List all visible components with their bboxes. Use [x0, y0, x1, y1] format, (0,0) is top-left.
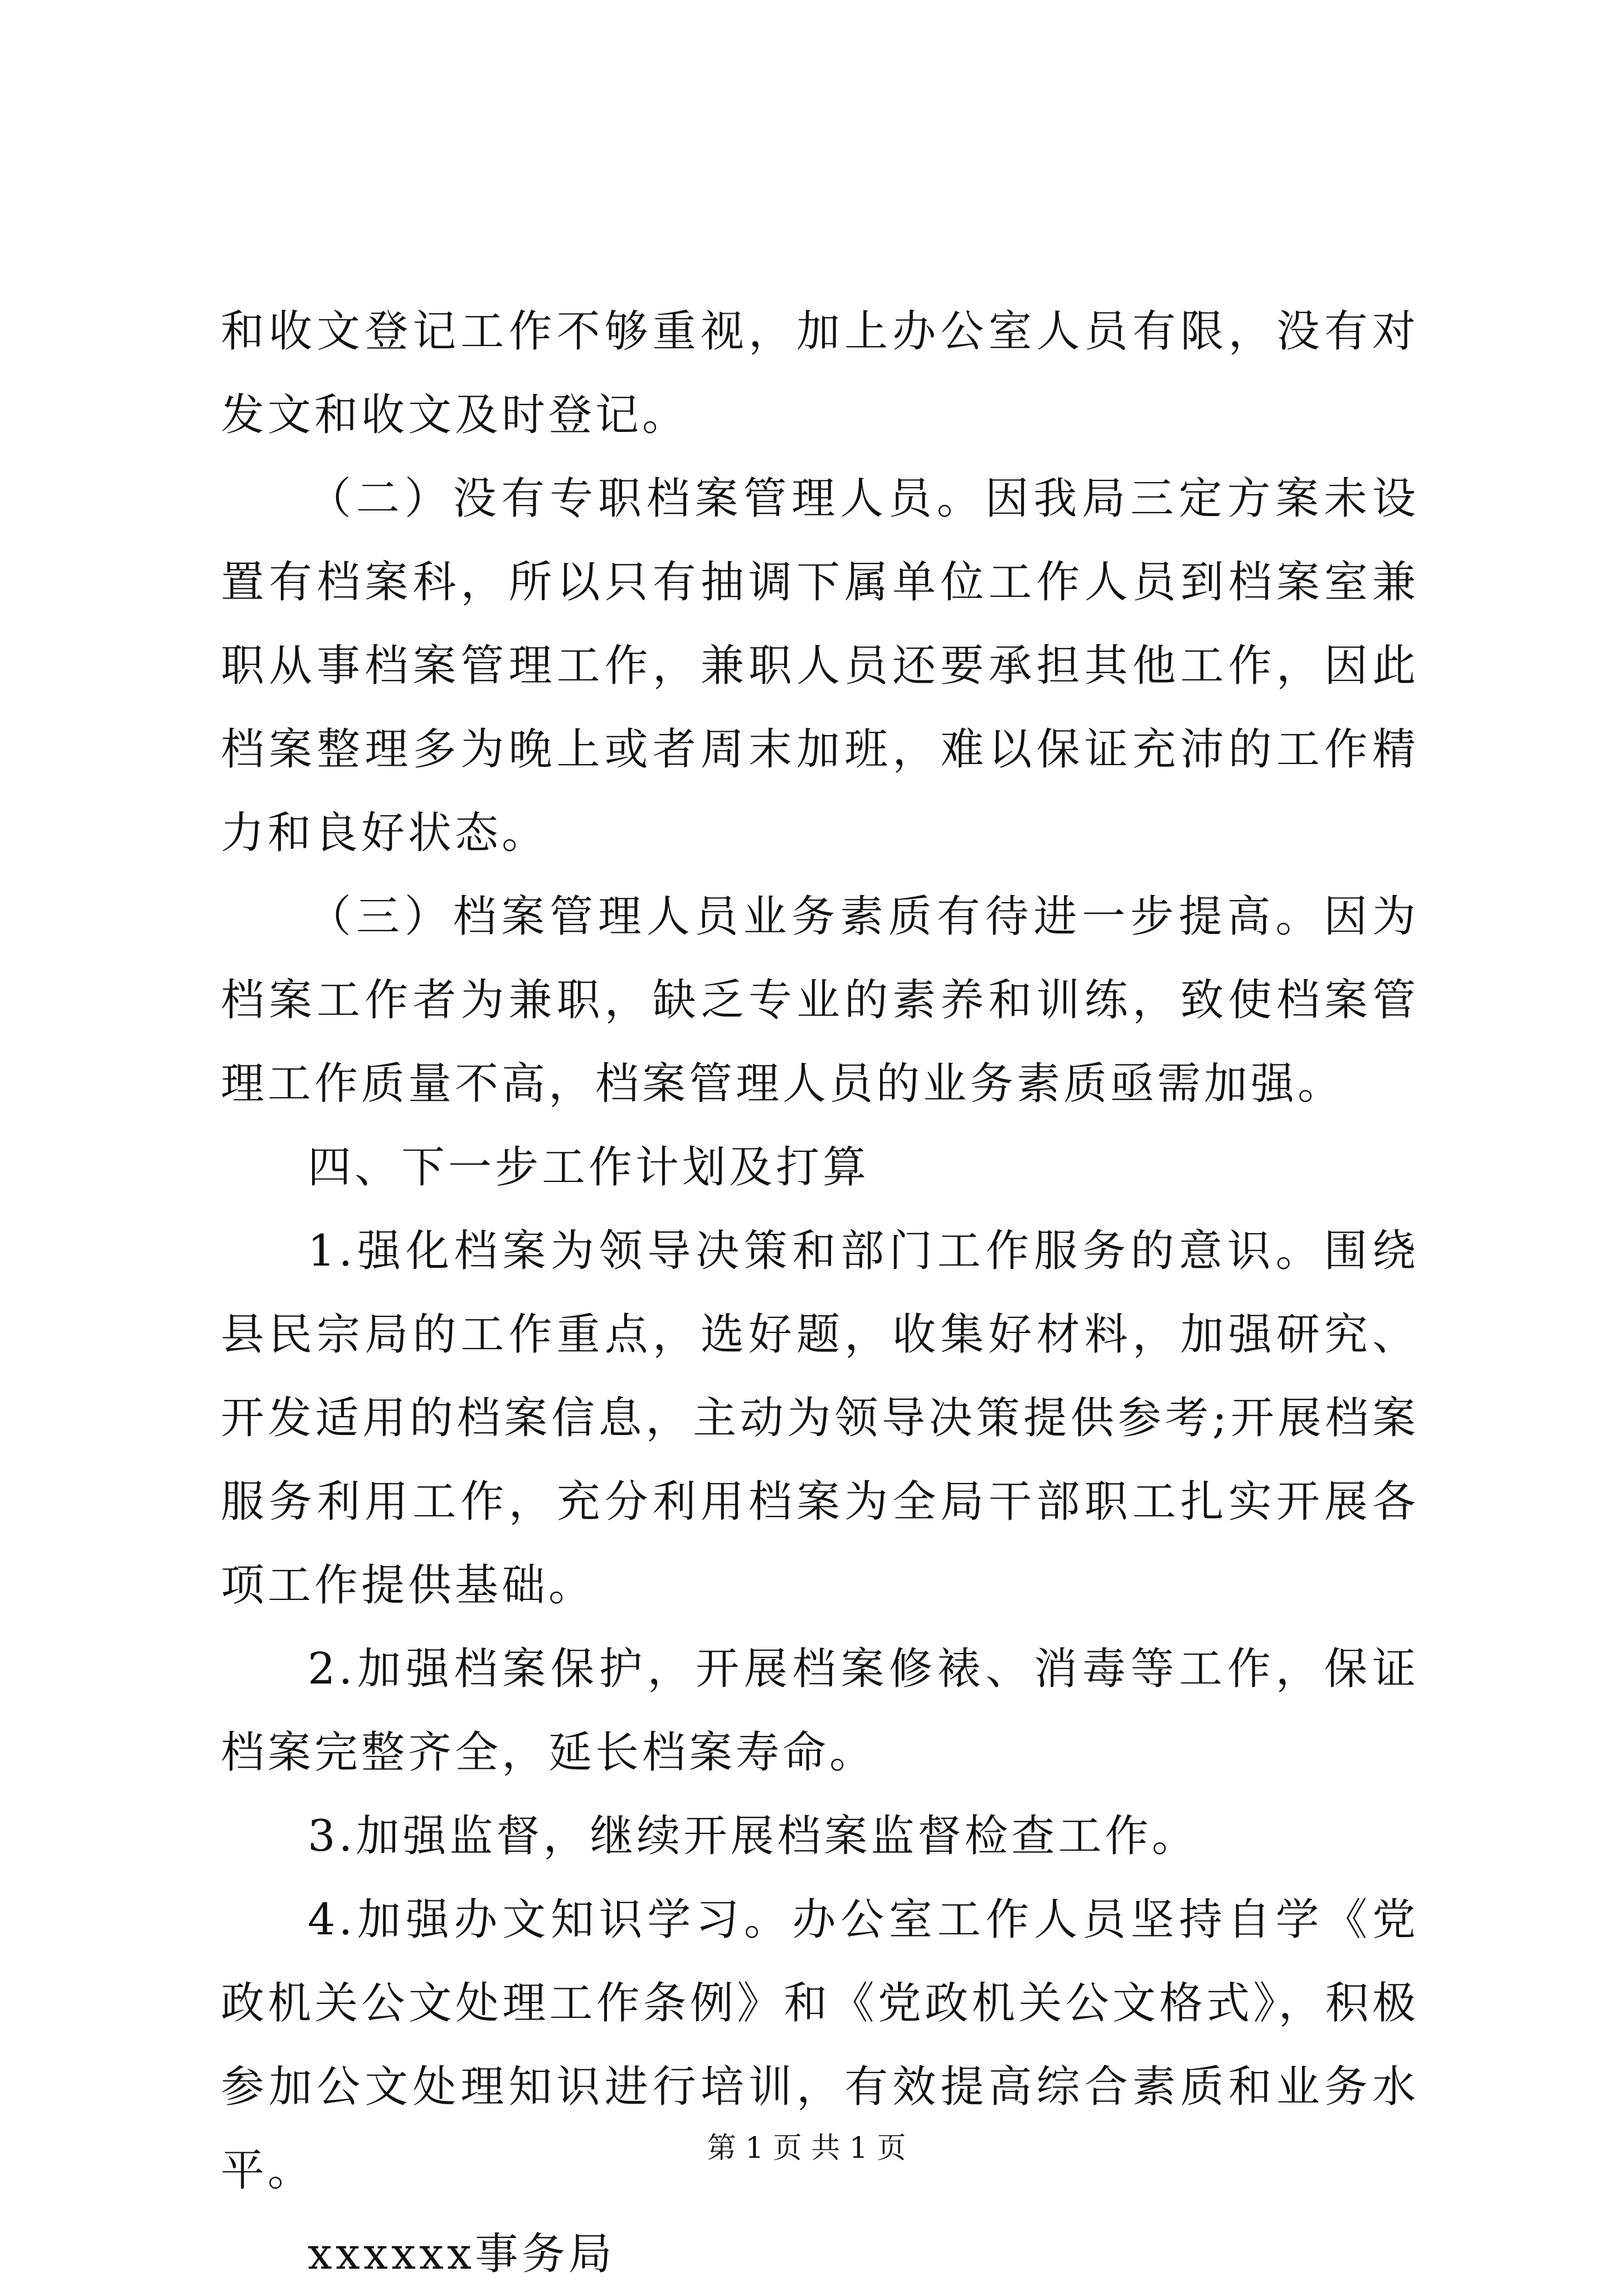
- paragraph-issue-2: （二）没有专职档案管理人员。因我局三定方案未设置有档案科，所以只有抽调下属单位工作人员到档案室兼职从事档案管理工作，兼职人员还要承担其他工作，因此档案整理多为晚上或者周末加班，难以保证充沛的工作精力和良好状态。: [221, 474, 1419, 858]
- document-body: [221, 290, 1419, 2296]
- page-number-footer: 第 1 页 共 1 页: [707, 2132, 906, 2165]
- plan-item-2: 2.加强档案保护，开展档案修裱、消毒等工作，保证档案完整齐全，延长档案寿命。: [221, 1644, 1419, 1778]
- paragraph-issue-3: （三）档案管理人员业务素质有待进一步提高。因为档案工作者为兼职，缺乏专业的素养和训练，致使档案管理工作质量不高，档案管理人员的业务素质亟需加强。: [221, 892, 1419, 1109]
- plan-item-3: 3.加强监督，继续开展档案监督检查工作。: [308, 1811, 1199, 1861]
- section-heading-next-plan: 四、下一步工作计划及打算: [308, 1142, 870, 1193]
- plan-item-1: 1.强化档案为领导决策和部门工作服务的意识。围绕县民宗局的工作重点，选好题，收集好材料，加强研究、开发适用的档案信息，主动为领导决策提供参考;开展档案服务利用工作，充分利用档案为全局干部职工扎实开展各项工作提供基础。: [221, 1226, 1419, 1611]
- signature-organization: xxxxxx事务局: [308, 2229, 615, 2279]
- paragraph-continuation: 和收文登记工作不够重视，加上办公室人员有限，没有对发文和收文及时登记。: [221, 307, 1419, 440]
- plan-item-4: 4.加强办文知识学习。办公室工作人员坚持自学《党政机关公文处理工作条例》和《党政机关公文格式》，积极参加公文处理知识进行培训，有效提高综合素质和业务水平。: [221, 1895, 1419, 2196]
